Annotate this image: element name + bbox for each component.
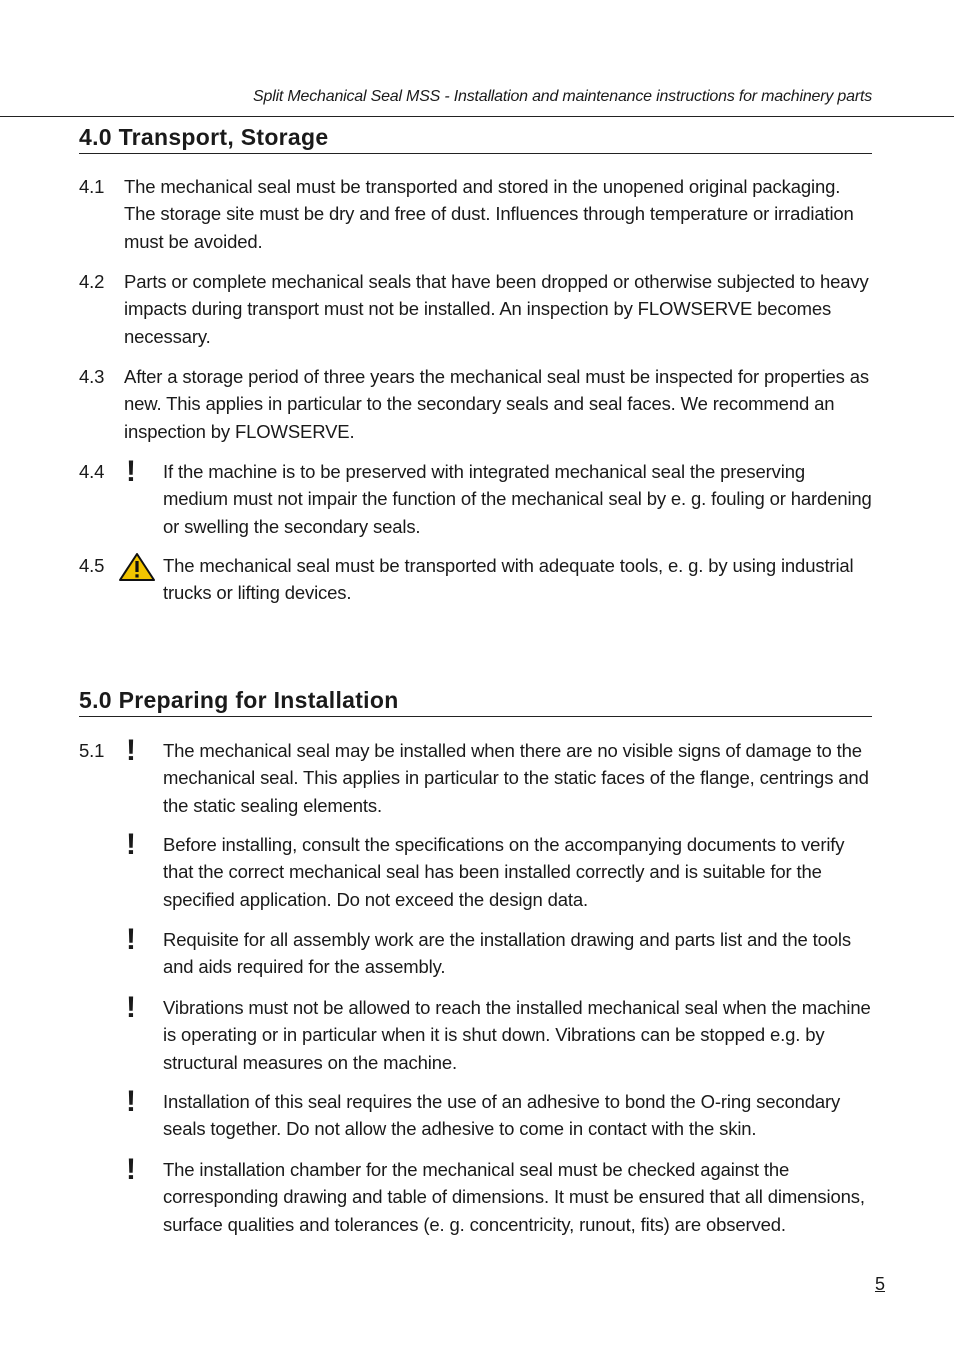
item-text: Installation of this seal requires the use of an adhesive to bond the O-ring secondary seals together. Do not allow the adhesive to come in contact with the skin. (163, 1091, 841, 1140)
item-number: 5.1 (79, 740, 105, 761)
item-text: The mechanical seal must be transported and stored in the unopened original packaging. The storage site must be dry and free of dust. Influences through temperature or irradiation must be avoided. (124, 176, 854, 252)
item-4-3 (79, 363, 872, 445)
item-5-1-f (79, 1153, 872, 1238)
item-text: Parts or complete mechanical seals that have been dropped or otherwise subjected to heavy impacts during transport must not be installed. An inspection by FLOWSERVE becomes necessary. (124, 271, 869, 347)
exclamation-icon: ! (126, 1153, 136, 1186)
exclamation-icon: ! (126, 991, 136, 1024)
exclamation-icon: ! (126, 734, 136, 767)
item-text: Vibrations must not be allowed to reach the installed mechanical seal when the machine is operating or in particular when it is shut down. Vibrations can be stopped e.g. by structural measures on the machine. (163, 997, 871, 1073)
item-number: 4.2 (79, 271, 105, 292)
item-5-1-b (79, 828, 872, 913)
item-5-1-d (79, 991, 872, 1076)
item-text: The mechanical seal may be installed when there are no visible signs of damage to the mechanical seal. This applies in particular to the static faces of the flange, centrings and the static sealing elements. (163, 740, 869, 816)
item-text: Requisite for all assembly work are the installation drawing and parts list and the tools and aids required for the assembly. (163, 929, 851, 978)
header-rule (0, 116, 954, 117)
section-5-title: 5.0 Preparing for Installation (79, 687, 872, 717)
page-number: 5 (874, 1274, 885, 1294)
section-4-title: 4.0 Transport, Storage (79, 124, 872, 154)
exclamation-icon: ! (126, 828, 136, 861)
item-5-1-c (79, 923, 872, 981)
exclamation-icon: ! (126, 455, 136, 488)
item-number: 4.5 (79, 555, 105, 576)
item-text: After a storage period of three years the mechanical seal must be inspected for properties as new. This applies in particular to the secondary seals and seal faces. We recommend an inspection by FLOWSERVE. (124, 366, 869, 442)
item-4-2 (79, 268, 872, 350)
item-number: 4.1 (79, 176, 105, 197)
warning-triangle-icon (118, 552, 156, 589)
item-4-5 (79, 552, 872, 607)
item-text: If the machine is to be preserved with integrated mechanical seal the preserving medium must not impair the function of the mechanical seal by e. g. fouling or hardening or swelling the secondary seals. (163, 461, 872, 537)
item-number: 4.3 (79, 366, 105, 387)
item-4-1 (79, 173, 872, 255)
item-text: The installation chamber for the mechanical seal must be checked against the corresponding drawing and table of dimensions. It must be ensured that all dimensions, surface qualities and tolerances (e. g. concentricity, runout, fits) are observed. (163, 1159, 865, 1235)
exclamation-icon: ! (126, 1085, 136, 1118)
header-title: Split Mechanical Seal MSS - Installation and maintenance instructions for machinery parts (253, 88, 872, 105)
item-5-1 (79, 734, 872, 819)
item-text: Before installing, consult the specifications on the accompanying documents to verify that the correct mechanical seal has been installed correctly and is suitable for the specified application. Do not exceed the design data. (163, 834, 845, 910)
item-5-1-e (79, 1085, 872, 1143)
exclamation-icon: ! (126, 923, 136, 956)
item-4-4 (79, 455, 872, 540)
item-text: The mechanical seal must be transported with adequate tools, e. g. by using industrial trucks or lifting devices. (163, 555, 854, 604)
item-number: 4.4 (79, 461, 105, 482)
